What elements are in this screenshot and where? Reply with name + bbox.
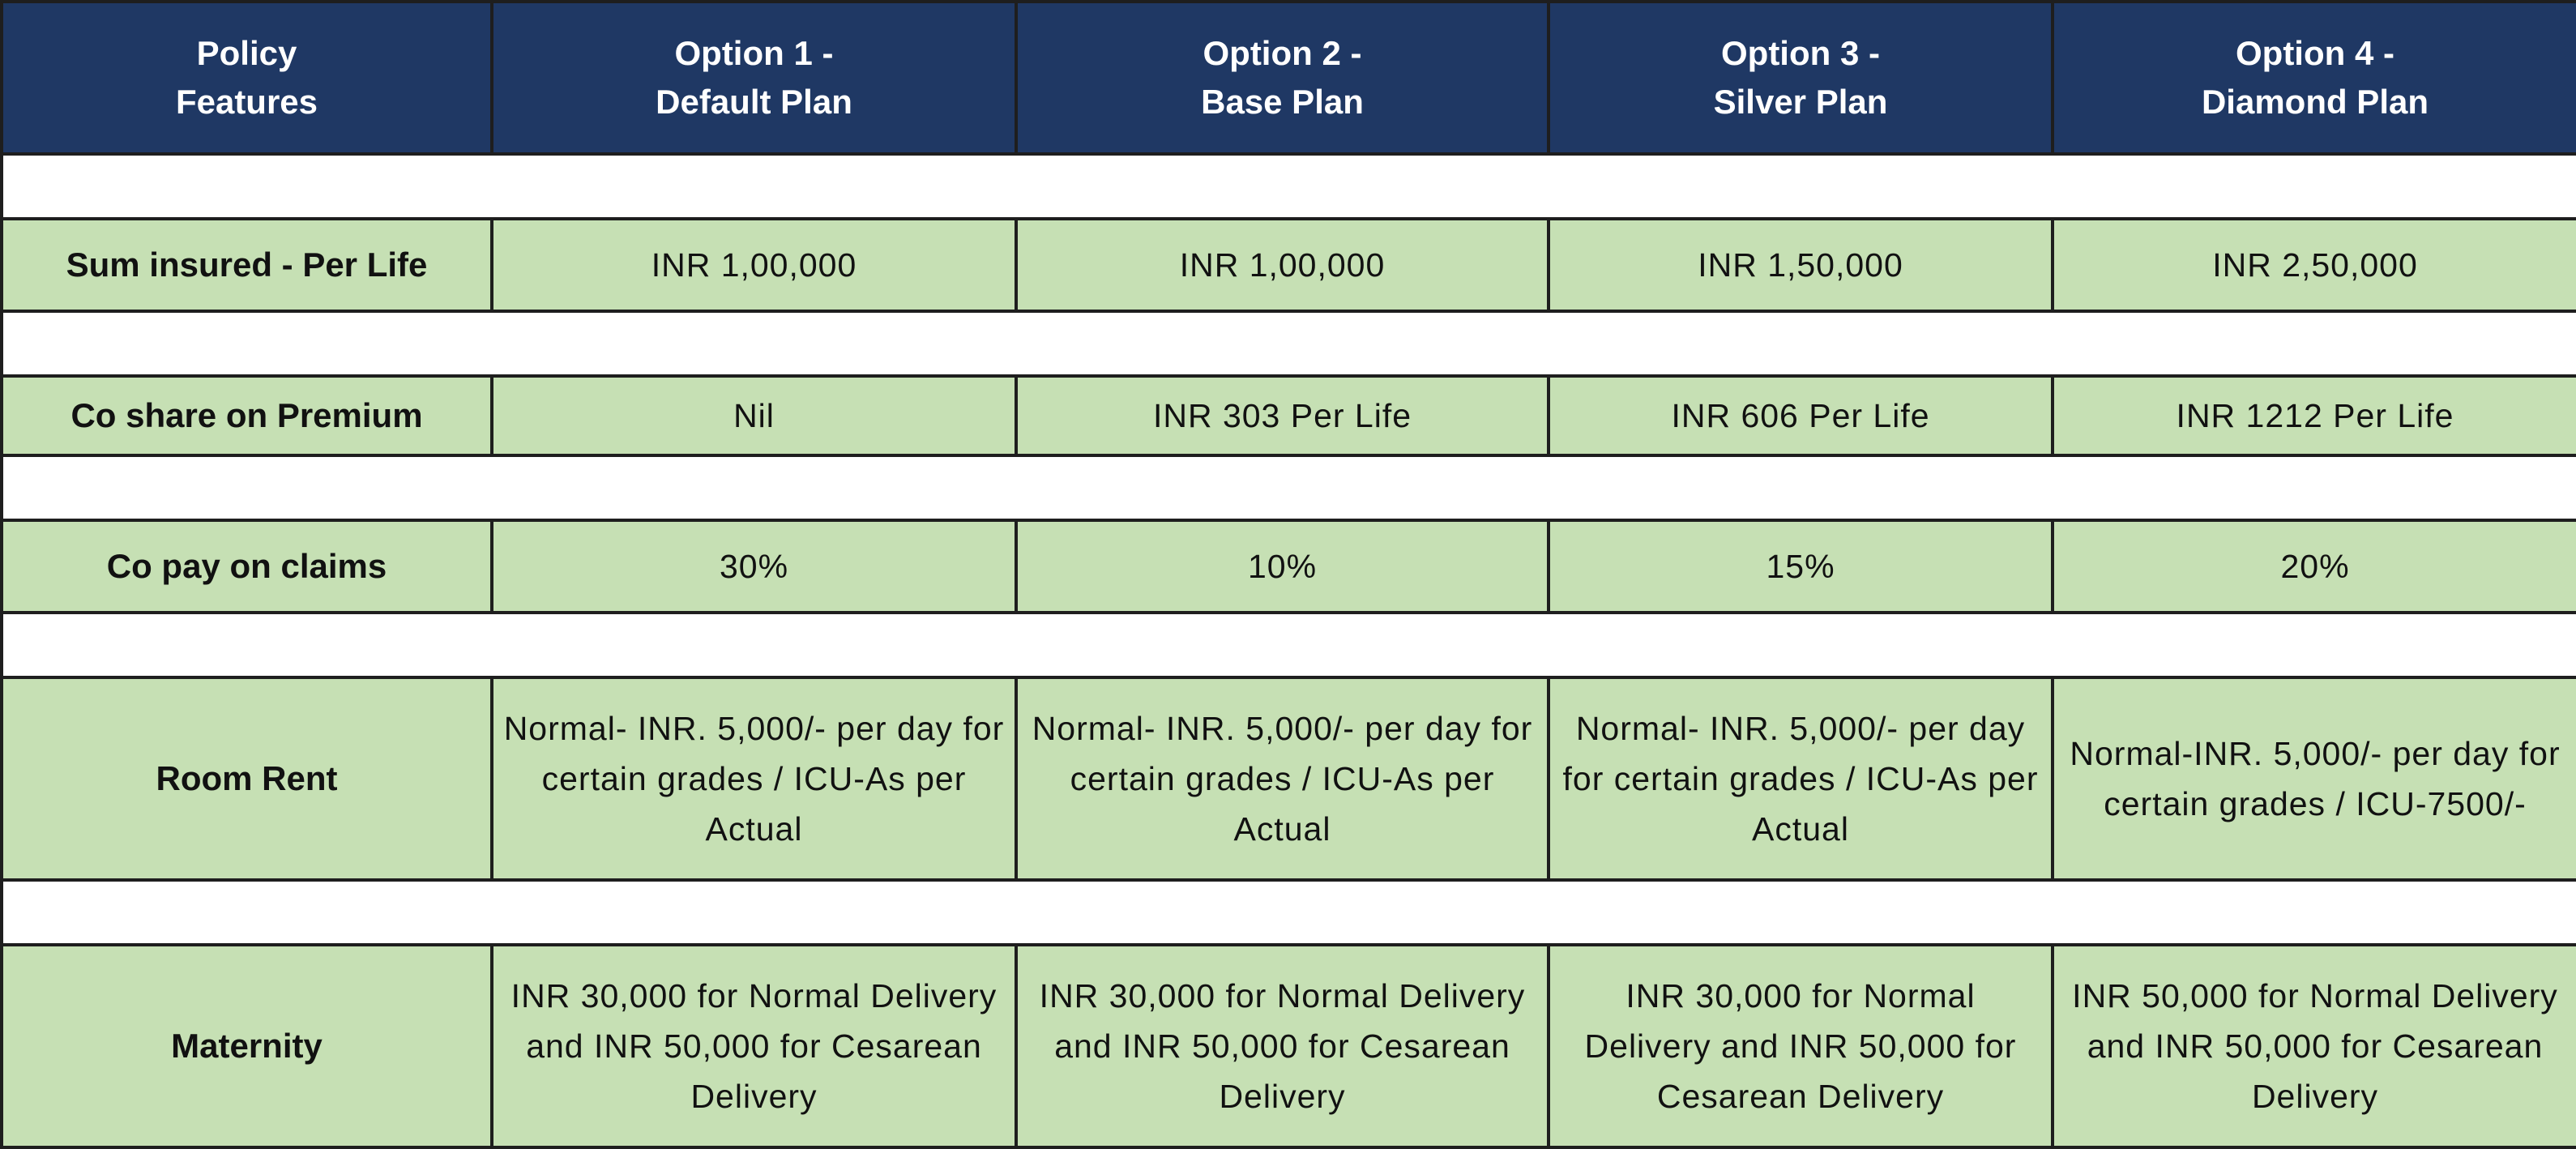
row-maternity [2, 945, 2576, 1147]
spacer-cell [2, 880, 2576, 945]
cell-option-1: Normal- INR. 5,000/- per day for certain grades / ICU-As per Actual [492, 677, 1016, 880]
row-co-pay-claims [2, 520, 2576, 613]
cell-option-2: INR 303 Per Life [1016, 376, 1549, 455]
feature-label: Co pay on claims [2, 520, 492, 613]
feature-label: Maternity [2, 945, 492, 1147]
cell-option-2: INR 1,00,000 [1016, 219, 1549, 311]
row-co-share-premium [2, 376, 2576, 455]
header-option-1: Option 1 - Default Plan [492, 2, 1016, 154]
spacer-row [2, 455, 2576, 520]
cell-option-1: INR 30,000 for Normal Delivery and INR 50,000 for Cesarean Delivery [492, 945, 1016, 1147]
cell-option-3: 15% [1549, 520, 2053, 613]
header-policy-features: Policy Features [2, 2, 492, 154]
feature-label: Room Rent [2, 677, 492, 880]
spacer-row [2, 311, 2576, 376]
cell-option-4: INR 2,50,000 [2053, 219, 2576, 311]
cell-option-3: INR 30,000 for Normal Delivery and INR 50,000 for Cesarean Delivery [1549, 945, 2053, 1147]
spacer-row [2, 154, 2576, 219]
header-option-4: Option 4 - Diamond Plan [2053, 2, 2576, 154]
feature-label: Co share on Premium [2, 376, 492, 455]
cell-option-3: INR 1,50,000 [1549, 219, 2053, 311]
cell-option-2: INR 30,000 for Normal Delivery and INR 50,000 for Cesarean Delivery [1016, 945, 1549, 1147]
spacer-cell [2, 455, 2576, 520]
row-sum-insured [2, 219, 2576, 311]
cell-option-2: Normal- INR. 5,000/- per day for certain grades / ICU-As per Actual [1016, 677, 1549, 880]
spacer-cell [2, 154, 2576, 219]
cell-option-1: Nil [492, 376, 1016, 455]
header-option-2: Option 2 - Base Plan [1016, 2, 1549, 154]
feature-label: Sum insured - Per Life [2, 219, 492, 311]
spacer-cell [2, 613, 2576, 677]
spacer-cell [2, 311, 2576, 376]
cell-option-4: 20% [2053, 520, 2576, 613]
header-row [2, 2, 2576, 154]
cell-option-4: INR 50,000 for Normal Delivery and INR 50,000 for Cesarean Delivery [2053, 945, 2576, 1147]
cell-option-1: INR 1,00,000 [492, 219, 1016, 311]
header-option-3: Option 3 - Silver Plan [1549, 2, 2053, 154]
spacer-row [2, 880, 2576, 945]
cell-option-4: Normal-INR. 5,000/- per day for certain grades / ICU-7500/- [2053, 677, 2576, 880]
cell-option-4: INR 1212 Per Life [2053, 376, 2576, 455]
cell-option-2: 10% [1016, 520, 1549, 613]
row-room-rent [2, 677, 2576, 880]
spacer-row [2, 613, 2576, 677]
cell-option-3: Normal- INR. 5,000/- per day for certain grades / ICU-As per Actual [1549, 677, 2053, 880]
cell-option-3: INR 606 Per Life [1549, 376, 2053, 455]
cell-option-1: 30% [492, 520, 1016, 613]
